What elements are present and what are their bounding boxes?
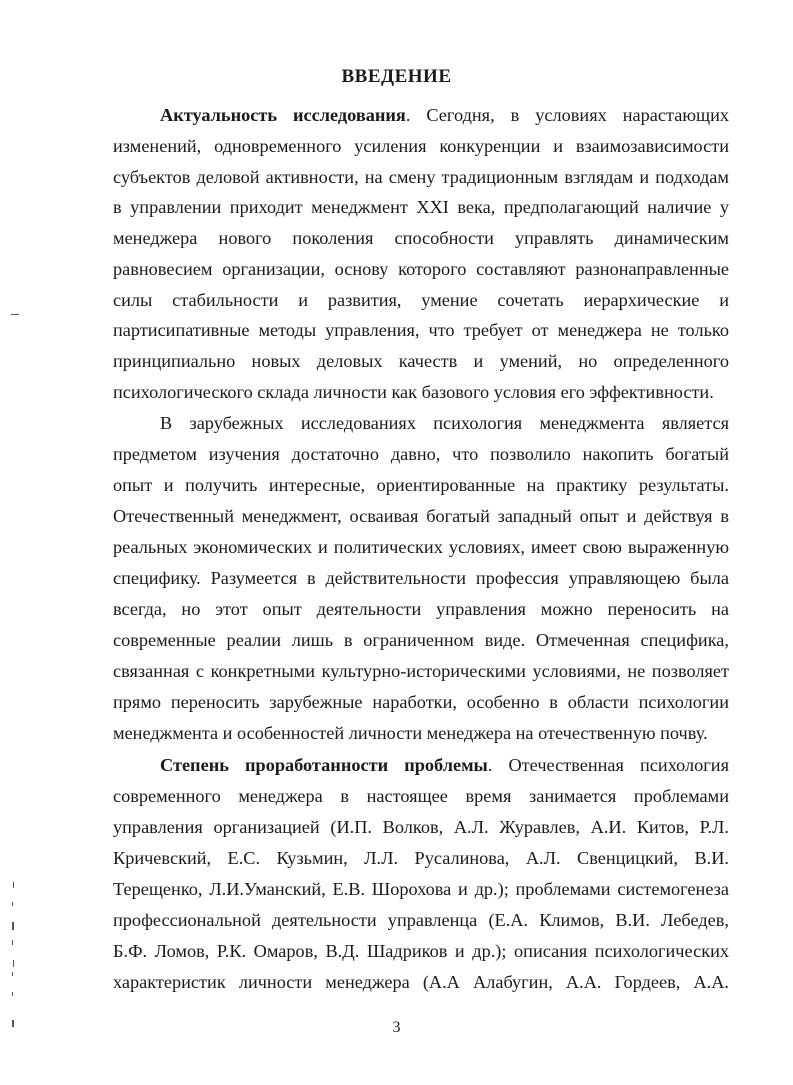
scan-mark xyxy=(12,922,14,930)
paragraph-line: партисипативные методы управления, что требует от менеджера не только xyxy=(113,320,729,340)
scan-mark xyxy=(12,1020,14,1027)
paragraph-line: предметом изучения достаточно давно, что позволило накопить богатый xyxy=(113,444,729,464)
paragraph-line: реальных экономических и политических условиях, имеет свою выраженную xyxy=(113,537,729,557)
paragraph-line: связанная с конкретными культурно-историческими условиями, не позволяет xyxy=(113,661,729,681)
paragraph-line: профессиональной деятельности управленца (Е.А. Климов, В.И. Лебедев, xyxy=(113,910,729,930)
paragraph-line xyxy=(160,104,729,126)
paragraph-line: опыт и получить интересные, ориентированные на практику результаты. xyxy=(113,475,729,495)
paragraph-line: современные реалии лишь в ограниченном виде. Отмеченная специфика, xyxy=(113,630,729,650)
paragraph-line: менеджера нового поколения способности управлять динамическим xyxy=(113,228,729,248)
scan-mark xyxy=(12,992,13,996)
scan-mark xyxy=(13,960,14,967)
paragraph-line: управления организацией (И.П. Волков, А.Л. Журавлев, А.И. Китов, Р.Л. xyxy=(113,817,729,837)
page-number: 3 xyxy=(392,1019,401,1036)
paragraph-line: в управлении приходит менеджмент XXI века, предполагающий наличие у xyxy=(113,197,729,217)
paragraph-line: Терещенко, Л.И.Уманский, Е.В. Шорохова и др.); проблемами системогенеза xyxy=(113,879,729,899)
paragraph-line: равновесием организации, основу которого составляют разнонаправленные xyxy=(113,259,729,279)
paragraph-line: изменений, одновременного усиления конкуренции и взаимозависимости xyxy=(113,136,729,156)
paragraph-line: Отечественный менеджмент, осваивая богатый западный опыт и действуя в xyxy=(113,506,729,526)
section-heading: Актуальность исследования xyxy=(160,105,406,125)
paragraph-line: силы стабильности и развития, умение сочетать иерархические и xyxy=(113,290,729,310)
scan-mark xyxy=(13,882,14,888)
paragraph-line: прямо переносить зарубежные наработки, особенно в области психологии xyxy=(113,692,729,712)
scan-mark xyxy=(11,314,19,315)
scan-mark xyxy=(12,972,13,976)
line-text: . Отечественная психология xyxy=(487,755,729,775)
paragraph-line: Кричевский, Е.С. Кузьмин, Л.Л. Русалинова, А.Л. Свенцицкий, В.И. xyxy=(113,848,729,868)
paragraph-line: менеджмента и особенностей личности менеджера на отечественную почву. xyxy=(113,723,708,743)
paragraph-line xyxy=(160,754,729,776)
section-heading: Степень проработанности проблемы xyxy=(160,755,488,775)
scan-mark xyxy=(12,902,13,906)
line-text: . Сегодня, в условиях нарастающих xyxy=(405,105,729,125)
paragraph-line: психологического склада личности как базового условия его эффективности. xyxy=(113,382,714,402)
paragraph-line: характеристик личности менеджера (А.А Алабугин, А.А. Гордеев, А.А. xyxy=(113,972,729,992)
paragraph-line: субъектов деловой активности, на смену традиционным взглядам и подходам xyxy=(113,167,729,187)
scan-mark xyxy=(12,940,13,945)
paragraph-line: В зарубежных исследованиях психология менеджмента является xyxy=(160,413,729,433)
paragraph-line: специфику. Разумеется в действительности профессия управляющею была xyxy=(113,568,729,588)
paragraph-line: принципиально новых деловых качеств и умений, но определенного xyxy=(113,351,729,371)
paragraph-line: всегда, но этот опыт деятельности управления можно переносить на xyxy=(113,599,729,619)
page-title: ВВЕДЕНИЕ xyxy=(341,66,452,87)
paragraph-line: современного менеджера в настоящее время занимается проблемами xyxy=(113,786,729,806)
paragraph-line: Б.Ф. Ломов, Р.К. Омаров, В.Д. Шадриков и др.); описания психологических xyxy=(113,941,729,961)
